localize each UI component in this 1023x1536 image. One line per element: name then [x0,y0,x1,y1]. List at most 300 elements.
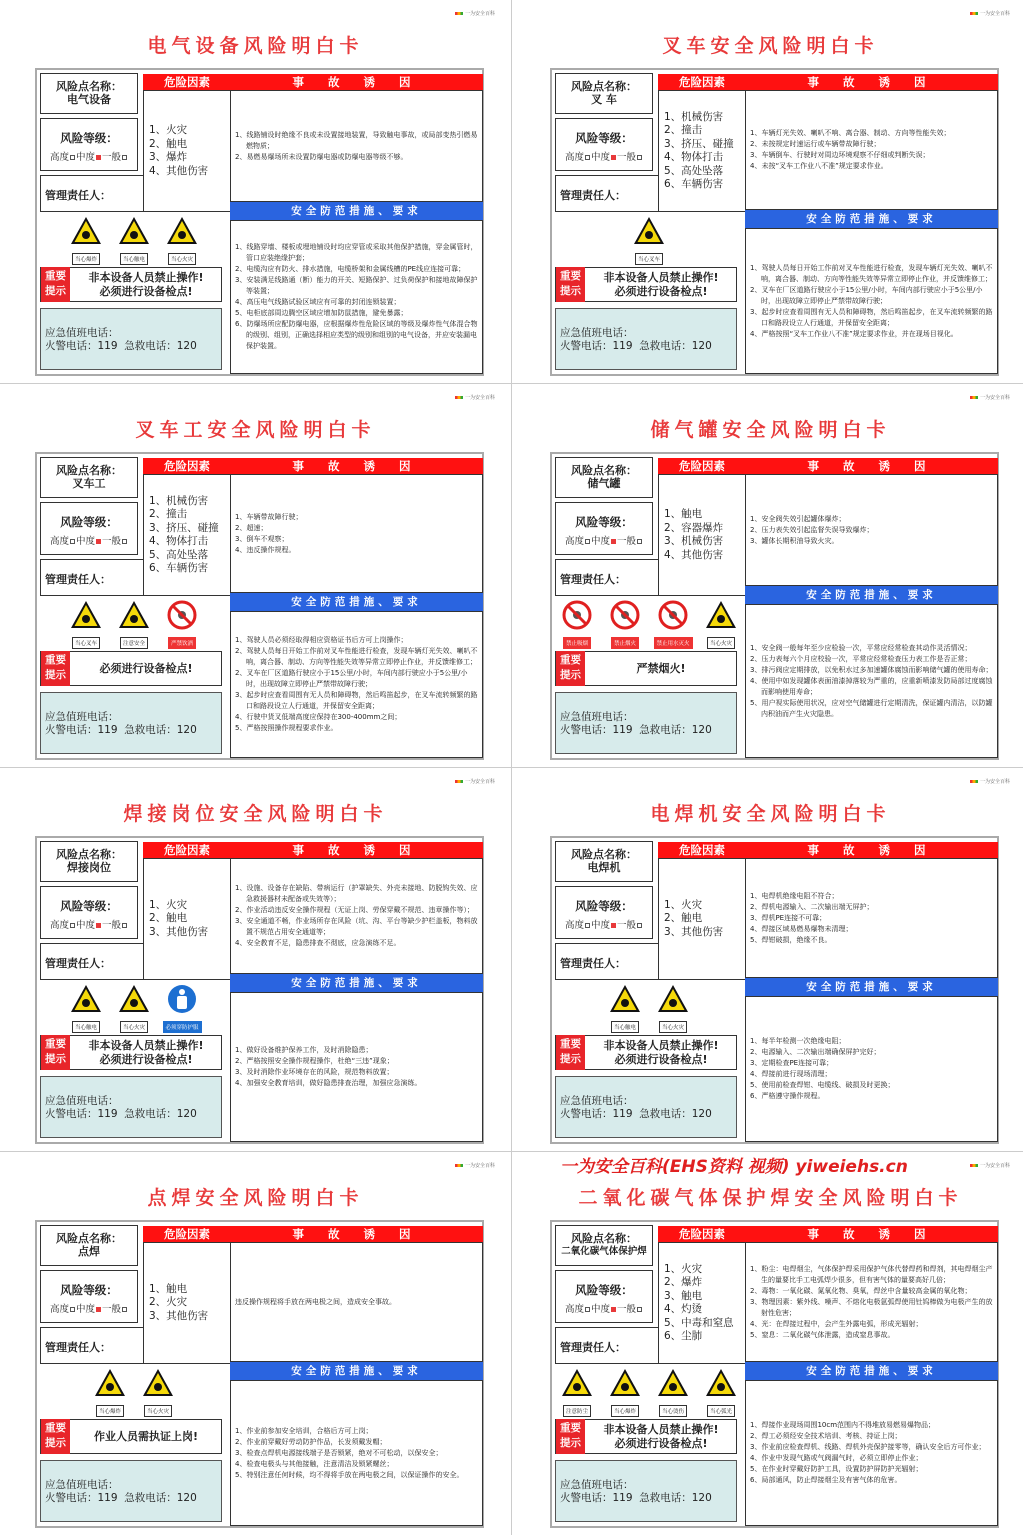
risk-card [550,452,999,760]
logo-text: 一为安全百科 [464,11,495,17]
emergency-phones: 火警电话：119 急救电话：120 [560,1108,712,1120]
card-title: 储气罐安全风险明白卡 [650,419,891,441]
sign-label: 当心火灾 [168,253,196,265]
level-option-label: 一般 [102,152,122,163]
risk-name-box [555,1225,653,1266]
accident-causes [745,90,998,210]
manager-box [555,559,660,596]
safety-sign [702,1367,740,1417]
accident-item: 5、焊钳破损，绝缘不良。 [750,935,832,944]
risk-name-label: 风险点名称： [56,80,122,93]
safety-measures [230,1380,483,1526]
hazard-item: 2、触电 [149,137,188,150]
manager-box [40,943,145,980]
measure-item: 1、安全阀一般每年至少应检验一次，平常应经常检查其动作灵活情况； [750,643,972,652]
risk-name-value: 电气设备 [67,93,111,106]
tip-line: 严禁烟火! [636,661,686,675]
measures-header: 安全防范措施、要求 [230,1362,483,1380]
risk-level-box [555,118,653,171]
checkbox-unchecked [637,155,642,160]
important-tip [40,267,222,302]
hazards-header: 危险因素 [143,74,231,91]
emergency-title: 应急值班电话： [45,711,119,723]
risk-level-options [556,149,652,163]
level-option-label: 中度 [75,152,95,163]
accident-item: 1、设施、设备存在缺陷、带病运行（护罩缺失、外壳未接地、防脱钩失效、应急救援器材未配备或失效等）； [235,884,478,903]
level-option-label: 高度 [49,920,69,931]
accident-item: 2、未按规定时速运行或车辆带故障行驶； [750,140,881,148]
level-option-label: 中度 [590,152,610,163]
risk-card [550,1220,999,1528]
emergency-title: 应急值班电话： [560,711,634,723]
checkbox-unchecked [637,923,642,928]
accident-header: 事 故 诱 因 [230,1226,483,1243]
risk-card-page [515,0,1023,384]
arc-light-icon [705,1367,737,1403]
card-title: 焊接岗位安全风险明白卡 [123,803,388,825]
hazard-item: 4、物体打击 [149,535,209,547]
important-tip [40,651,222,686]
risk-name-box [555,457,653,498]
safety-measures [745,996,998,1142]
risk-card [35,1220,484,1528]
no-water-icon [657,599,689,635]
checkbox-checked [96,539,101,544]
no-fire-icon [609,599,641,635]
risk-name-value: 电焊机 [587,861,621,874]
measure-item: 3、排污阀应定期排放，以免积水过多加速罐体腐蚀而影响储气罐的使用寿命； [750,665,993,674]
sign-label: 当心叉车 [72,637,100,649]
explosion-icon [94,1367,126,1403]
tip-line: 必须进行设备检点! [99,661,193,675]
manager-box [40,559,145,596]
hazard-item: 3、挤压、碰撞 [664,137,734,150]
logo [455,778,495,785]
accident-item: 2、焊机电源输入、二次输出端无屏护； [750,902,874,911]
emergency-box [40,308,222,370]
explosion-icon [70,215,102,251]
accident-header: 事 故 诱 因 [230,842,483,859]
important-tip [40,1035,222,1070]
measures-header: 安全防范措施、要求 [745,978,998,996]
hazard-item: 3、爆炸 [149,151,188,163]
hazard-item: 2、触电 [149,912,188,925]
accident-item: 4、焊接区域易燃易爆物未清理； [750,924,853,933]
risk-name-label: 风险点名称： [56,848,122,861]
hazard-item: 3、挤压、碰撞 [149,521,219,534]
measure-item: 1、驾驶人员必须经取得相应资格证书后方可上岗操作； [235,636,408,644]
tip-label: 重要提示 [556,1035,585,1070]
hazard-item: 2、容器爆炸 [664,521,724,534]
hazard-item: 4、物体打击 [664,151,724,163]
logo-icon [455,780,463,783]
safety-signs [40,597,228,649]
hazard-item: 1、触电 [149,1282,188,1295]
risk-name-label: 风险点名称： [571,80,637,93]
tip-text [71,652,221,685]
measure-item: 4、焊接前进行现场清理； [750,1070,832,1078]
level-option-label: 高度 [564,920,584,931]
card-title: 电气设备风险明白卡 [147,35,364,57]
risk-level-options [41,917,137,931]
sign-label: 当心触电 [120,253,148,265]
emergency-phones: 火警电话：119 急救电话：120 [560,340,712,352]
safety-sign [163,599,201,649]
sign-label: 必须穿防护服 [163,1021,202,1033]
measure-item: 5、特别注意任何时候，均不得将手放在两电极之间，以保证操作的安全。 [235,1470,464,1479]
hazard-item: 2、撞击 [664,124,703,136]
safety-measures [230,611,483,758]
accident-causes [230,1242,483,1362]
manager-label: 管理责任人： [45,189,111,202]
tip-text [586,1420,736,1453]
risk-level-box [40,118,138,171]
watermark: 一为安全百科(EHS资料 视频) yiweiehs.cn [560,1157,908,1177]
checkbox-checked [96,1307,101,1312]
tip-line: 必须进行设备检点! [614,1052,708,1066]
risk-level-label: 风险等级： [575,1283,633,1297]
hazards-list [658,474,746,596]
sign-label: 严禁饮酒 [168,637,196,649]
hazard-item: 2、触电 [664,912,703,925]
checkbox-unchecked [70,539,75,544]
hazards-list [143,858,231,980]
risk-card-page [0,1152,511,1536]
tip-line: 非本设备人员禁止操作! [603,270,719,284]
checkbox-unchecked [70,155,75,160]
checkbox-checked [611,155,616,160]
emergency-title: 应急值班电话： [45,327,119,339]
risk-name-box [555,73,653,114]
measures-header: 安全防范措施、要求 [230,202,483,220]
safety-sign [606,1367,644,1417]
accident-item: 3、倒车不观察； [235,534,289,543]
tip-line: 必须进行设备检点! [614,284,708,298]
logo-icon [455,12,463,15]
card-title: 二氧化碳气体保护焊安全风险明白卡 [578,1187,963,1209]
accident-causes [745,1242,998,1362]
accident-item: 2、压力表失效引起监督失误导致爆炸； [750,525,874,534]
level-option-label: 中度 [590,1304,610,1315]
checkbox-unchecked [585,155,590,160]
hazard-item: 6、车辆伤害 [149,562,209,574]
manager-box [555,1327,660,1364]
checkbox-unchecked [637,539,642,544]
sign-label: 禁止吸烟 [563,637,591,649]
hazard-item: 3、触电 [664,1289,703,1302]
accident-item: 1、车辆带故障行驶； [235,512,303,521]
emergency-box [555,308,737,370]
risk-card-page [515,384,1023,768]
logo-icon [970,396,978,399]
safety-sign [115,599,153,649]
safety-signs [555,597,743,649]
tip-line: 必须进行设备检点! [99,1052,193,1066]
measure-item: 4、行驶中货叉低端高度应保持在300-400mm之间； [235,713,402,721]
sign-label: 当心火灾 [120,1021,148,1033]
sign-label: 注意安全 [120,637,148,649]
risk-level-box [40,886,138,939]
accident-item: 1、线路铺设时绝缘不良或未设置接地装置，导致触电事故，或局部变热引燃易燃物质； [235,130,478,150]
risk-card [35,452,484,760]
risk-level-box [555,502,653,555]
risk-level-label: 风险等级： [575,131,633,145]
risk-level-options [556,1301,652,1315]
risk-card-page [0,384,511,768]
measure-item: 4、高压电气线路试验区域应有可靠的封闭连锁装置； [235,298,401,306]
manager-label: 管理责任人： [45,1341,111,1354]
level-option-label: 高度 [49,152,69,163]
sign-label: 当心叉车 [635,253,663,265]
safety-sign [558,599,596,649]
risk-level-options [41,149,137,163]
safety-signs [40,213,228,265]
hazard-item: 3、机械伤害 [664,535,724,547]
safety-sign [606,599,644,649]
sign-label: 当心触电 [72,1021,100,1033]
safety-signs [40,981,228,1033]
sign-label: 禁止用水灭火 [654,637,693,649]
risk-name-box [40,73,138,114]
measure-item: 3、安装满足线路通（断）能力的开关、短路保护、过负荷保护和接地故障保护等装置； [235,276,478,295]
safety-sign [558,1367,596,1417]
checkbox-checked [96,923,101,928]
safety-measures [230,220,483,374]
logo [970,394,1010,401]
forklift-icon [633,215,665,251]
accident-item: 1、粉尘：电焊烟尘，气体保护焊采用保护气体代替焊药和焊剂，其电焊烟尘产生的量要比手工电弧焊少很多，但有害气体的量要高好几倍； [750,1264,993,1284]
hazard-item: 2、撞击 [149,508,188,520]
measures-header: 安全防范措施、要求 [230,974,483,992]
level-option-label: 一般 [617,1304,637,1315]
risk-level-label: 风险等级： [575,899,633,913]
risk-name-label: 风险点名称： [56,464,122,477]
risk-name-label: 风险点名称： [56,1232,122,1245]
safety-signs [40,1365,228,1417]
accident-item: 5、窒息：二氧化碳气体泄露，造成窒息事故。 [750,1330,895,1339]
logo-icon [970,12,978,15]
hazards-header: 危险因素 [658,458,746,475]
logo [455,1162,495,1169]
accident-causes [230,858,483,974]
risk-name-value: 叉车工 [72,477,106,490]
hazards-header: 危险因素 [658,74,746,91]
measure-item: 3、定期检查PE连接可靠； [750,1059,834,1067]
risk-level-box [40,502,138,555]
sign-label: 当心爆炸 [72,253,100,265]
electric-shock-icon [118,215,150,251]
tip-label: 重要提示 [41,1419,70,1454]
emergency-phones: 火警电话：119 急救电话：120 [45,724,197,736]
logo [970,778,1010,785]
safety-signs [555,213,743,265]
logo-icon [970,780,978,783]
forklift-icon [70,599,102,635]
card-title: 点焊安全风险明白卡 [147,1187,364,1209]
hazard-item: 6、尘肺 [664,1330,703,1342]
accident-item: 2、超速； [235,523,268,532]
risk-name-value: 叉 车 [591,93,617,106]
measure-item: 1、作业前参加安全培训，合格后方可上岗； [235,1426,373,1435]
risk-level-box [40,1270,138,1323]
hazards-list [658,1242,746,1364]
logo [455,394,495,401]
risk-card-page [515,1152,1023,1536]
measure-item: 2、焊工必须经安全技术培训、考核、持证上岗； [750,1432,902,1440]
tip-line: 必须进行设备检点! [99,284,193,298]
risk-name-box [40,841,138,882]
emergency-title: 应急值班电话： [560,327,634,339]
hazard-item: 4、其他伤害 [149,164,209,177]
risk-card-page [515,768,1023,1152]
accident-item: 1、电焊机绝缘电阻不符合； [750,891,839,900]
safety-sign [67,215,105,265]
electric-shock-icon [70,983,102,1019]
accident-item: 违反操作规程将手放在两电极之间，造成安全事故。 [235,1297,396,1306]
measure-item: 3、起步时应查看周围有无人员和障碍物，然后鸣笛起步，在叉车流转频繁的路口和路段设立人行通道，并保留安全距离； [235,691,478,710]
measure-item: 4、作业中发现气路或气阀漏气时，必须立即停止作业； [750,1454,923,1462]
safety-sign [702,599,740,649]
checkbox-unchecked [585,539,590,544]
hazard-item: 4、其他伤害 [664,548,724,561]
hazards-header: 危险因素 [658,842,746,859]
logo-text: 一为安全百科 [979,11,1010,17]
hazard-item: 5、高处坠落 [664,164,724,177]
checkbox-unchecked [122,1307,127,1312]
hazard-item: 1、机械伤害 [149,494,209,507]
accident-item: 3、罐体长期积油导致火灾。 [750,536,839,545]
risk-name-value: 储气罐 [587,477,621,490]
emergency-phones: 火警电话：119 急救电话：120 [560,724,712,736]
sign-label: 当心火灾 [144,1405,172,1417]
safety-signs [555,981,743,1033]
hazard-item: 1、火灾 [149,124,188,136]
measure-item: 1、每半年检测一次绝缘电阻； [750,1037,846,1045]
emergency-box [40,1460,222,1522]
measure-item: 3、检查点焊机电源接线端子是否锁紧，绝对不可松动，以保安全； [235,1448,443,1457]
hazard-item: 1、火灾 [664,1262,703,1275]
accident-header: 事 故 诱 因 [230,458,483,475]
sign-label: 当心火灾 [659,1021,687,1033]
accident-item: 3、物理因素：紫外线、噪声、不熔化电极氩弧焊使用钍钨棒做为电极产生的放射性危害； [750,1297,993,1317]
tip-line: 作业人员需执证上岗! [93,1429,199,1443]
measure-item: 3、起步时应查看周围有无人员和障碍物，然后鸣笛起步，在叉车流转频繁的路口和路段设立人行通道，并保留安全距离； [750,307,993,327]
safety-sign [115,983,153,1033]
level-option-label: 一般 [617,152,637,163]
emergency-box [40,692,222,754]
burn-icon [657,1367,689,1403]
safety-sign [67,983,105,1033]
emergency-title: 应急值班电话： [560,1095,634,1107]
measure-item: 2、作业前穿戴好劳动防护作品，长发须戴发帽； [235,1437,387,1446]
logo-text: 一为安全百科 [979,395,1010,401]
safety-sign [115,215,153,265]
accident-item: 4、光：在焊接过程中，会产生外露电弧，形成光辐射； [750,1319,923,1328]
level-option-label: 高度 [564,1304,584,1315]
accident-item: 4、违反操作规程。 [235,545,296,554]
hazard-item: 6、车辆伤害 [664,178,724,190]
checkbox-unchecked [70,923,75,928]
logo [455,10,495,17]
hazard-item: 1、火灾 [149,898,188,911]
accident-header: 事 故 诱 因 [745,1226,998,1243]
hazards-header: 危险因素 [143,842,231,859]
accident-item: 4、未按“叉车工作业八不准”规定要求作业。 [750,162,888,170]
measure-item: 5、严格按照操作规程要求作业。 [235,724,338,732]
fire-icon [705,599,737,635]
emergency-phones: 火警电话：119 急救电话：120 [560,1492,712,1504]
measure-item: 2、叉车在厂区道路行驶应小于15公里/小时，车间内部行驶应小于5公里/小时，出现故障立即停止严禁带故障行驶； [750,285,983,305]
risk-card [550,68,999,376]
risk-level-label: 风险等级： [60,899,118,913]
important-tip [555,267,737,302]
safety-measures [745,604,998,758]
measure-item: 4、加强安全教育培训，做好隐患排查治理，加强应急演练。 [235,1079,422,1087]
level-option-label: 高度 [49,1304,69,1315]
risk-name-box [40,457,138,498]
tip-line: 必须进行设备检点! [614,1436,708,1450]
risk-level-label: 风险等级： [575,515,633,529]
level-option-label: 一般 [102,920,122,931]
risk-level-options [41,1301,137,1315]
measures-header: 安全防范措施、要求 [745,1362,998,1380]
accident-header: 事 故 诱 因 [745,458,998,475]
safety-sign [630,215,668,265]
safety-sign [139,1367,177,1417]
checkbox-unchecked [637,1307,642,1312]
risk-name-value: 二氧化碳气体保护焊 [561,1246,647,1257]
risk-name-box [555,841,653,882]
hazard-item: 2、爆炸 [664,1276,703,1288]
level-option-label: 高度 [49,536,69,547]
level-option-label: 中度 [75,1304,95,1315]
hazard-item: 3、其他伤害 [149,925,209,938]
important-tip [555,1035,737,1070]
measure-item: 2、电缆沟应有防火、排水措施，电缆桥架和金属线槽的PE线应连接可靠； [235,265,466,273]
level-option-label: 中度 [590,920,610,931]
checkbox-checked [611,539,616,544]
measure-item: 6、严格遵守操作规程。 [750,1092,825,1100]
safety-sign [67,599,105,649]
safety-sign [654,1367,692,1417]
tip-label: 重要提示 [41,267,70,302]
risk-level-label: 风险等级： [60,515,118,529]
level-option-label: 一般 [617,536,637,547]
measure-item: 2、严格按照安全操作规程操作，杜绝“三违”现象； [235,1057,394,1065]
measure-item: 1、驾驶人员每日开始工作前对叉车性能进行检查，发现车辆灯光失效、喇叭不响，离合器、制动、方向等性能失效等异常立即停止作业，并反馈维修工； [750,263,993,283]
important-tip [555,651,737,686]
measures-header: 安全防范措施、要求 [230,593,483,611]
hazards-header: 危险因素 [143,1226,231,1243]
tip-text [71,1036,221,1069]
level-option-label: 中度 [75,920,95,931]
emergency-box [40,1076,222,1138]
important-tip [40,1419,222,1454]
level-option-label: 一般 [102,536,122,547]
measure-item: 4、使用中如发现罐体表面油漆掉落较为严重的，应重新喷漆发防局部过度腐蚀而影响使用寿命； [750,676,993,696]
accident-item: 4、安全教育不足，隐患排查不彻底，应急演练不足。 [235,939,401,947]
checkbox-unchecked [122,539,127,544]
safety-sign [91,1367,129,1417]
emergency-phones: 火警电话：119 急救电话：120 [45,340,197,352]
safety-sign [654,599,692,649]
measure-item: 6、局部通风，防止焊接烟尘及有害气体的危害。 [750,1476,902,1484]
checkbox-unchecked [70,1307,75,1312]
tip-text [71,1420,221,1453]
protective-suit-icon [166,983,198,1019]
checkbox-checked [611,923,616,928]
checkbox-unchecked [122,155,127,160]
